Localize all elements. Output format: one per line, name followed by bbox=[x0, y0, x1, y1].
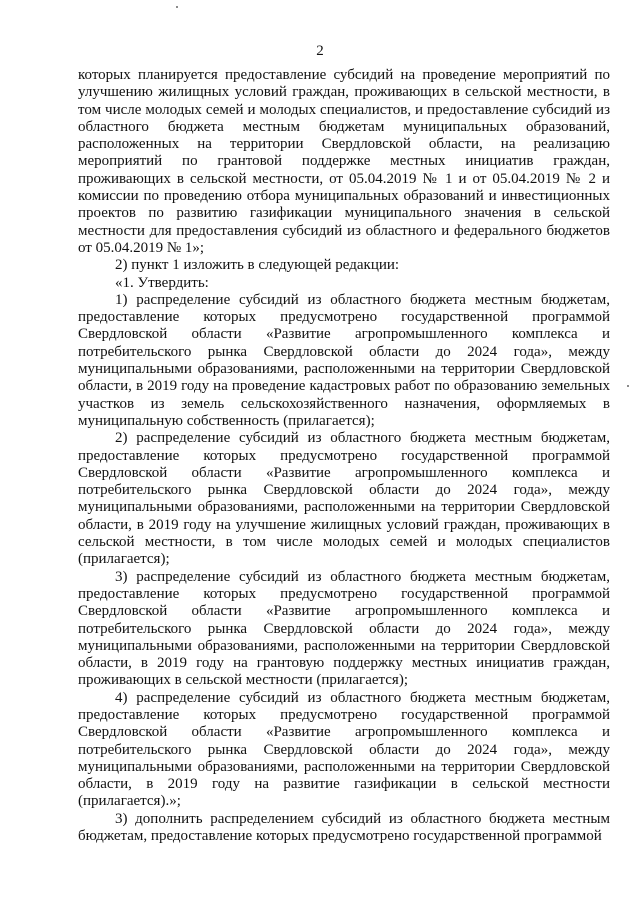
document-body bbox=[78, 67, 610, 845]
paragraph-subitem-1: 1) распределение субсидий из областного бюджета местным бюджетам, предоставление которых предусмотрено государственной программой Свердловской области «Развитие агропромышленного комплекса и потребительского рынка Свердловской области до 2024 года», между муниципальными образованиями, расположенными на территории Свердловской области, в 2019 году на проведение кадастровых работ по образованию земельных участков из земель сельскохозяйственного назначения, оформляемых в муниципальную собственность (прилагается); bbox=[78, 291, 610, 429]
paragraph-subitem-4: 4) распределение субсидий из областного бюджета местным бюджетам, предоставление которых предусмотрено государственной программой Свердловской области «Развитие агропромышленного комплекса и потребительского рынка Свердловской области до 2024 года», между муниципальными образованиями, расположенными на территории Свердловской области, в 2019 году на развитие газификации в сельской местности (прилагается).»; bbox=[78, 689, 610, 810]
paragraph-item-3: 3) дополнить распределением субсидий из областного бюджета местным бюджетам, предоставление которых предусмотрено государственной программой bbox=[78, 810, 610, 845]
paragraph-subitem-3: 3) распределение субсидий из областного бюджета местным бюджетам, предоставление которых предусмотрено государственной программой Свердловской области «Развитие агропромышленного комплекса и потребительского рынка Свердловской области до 2024 года», между муниципальными образованиями, расположенными на территории Свердловской области, в 2019 году на грантовую поддержку местных инициатив граждан, проживающих в сельской местности (прилагается); bbox=[78, 568, 610, 689]
paragraph-item-2: 2) пункт 1 изложить в следующей редакции: bbox=[115, 257, 400, 274]
paragraph-continuation: которых планируется предоставление субсидий на проведение мероприятий по улучшению жилищных условий граждан, проживающих в сельской местности, в том числе молодых семей и молодых специалистов, и предоставление субсидий из областного бюджета местным бюджетам муниципальных образований, расположенных на территории Свердловской области, на реализацию мероприятий по грантовой поддержке местных инициатив граждан, проживающих в сельской местности, от 05.04.2019 № 1 и от 05.04.2019 № 2 и комиссии по проведению отбора муниципальных образований и инвестиционных проектов по развитию газификации муниципального значения в сельской местности для предоставления субсидий из областного и федерального бюджетов от 05.04.2019 № 1»; bbox=[78, 67, 610, 256]
paragraph-subitem-2: 2) распределение субсидий из областного бюджета местным бюджетам, предоставление которых предусмотрено государственной программой Свердловской области «Развитие агропромышленного комплекса и потребительского рынка Свердловской области до 2024 года», между муниципальными образованиями, расположенными на территории Свердловской области, в 2019 году на улучшение жилищных условий граждан, проживающих в сельской местности, в том числе молодых семей и молодых специалистов (прилагается); bbox=[78, 430, 610, 568]
page-number: 2 bbox=[316, 43, 324, 59]
scan-speck bbox=[176, 6, 178, 8]
paragraph-approve: «1. Утвердить: bbox=[115, 274, 209, 291]
scan-speck bbox=[627, 385, 629, 387]
